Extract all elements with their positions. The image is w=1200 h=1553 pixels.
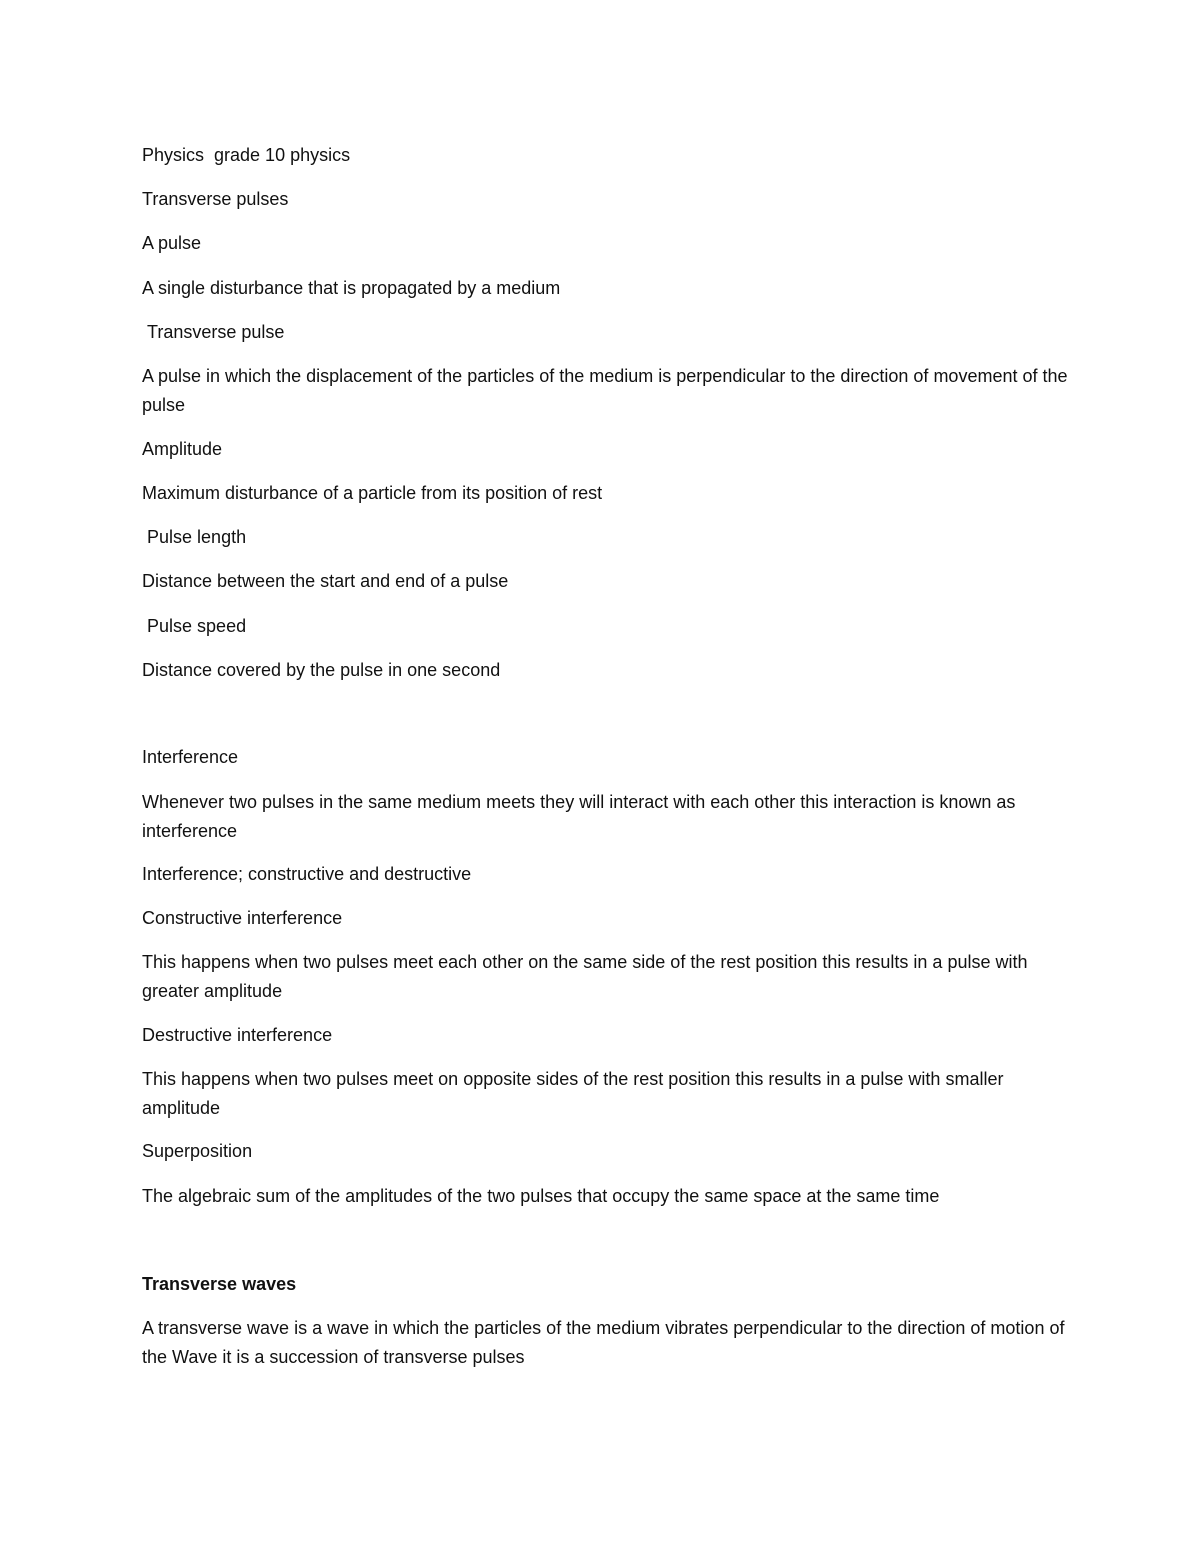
definition-pulse-speed: Distance covered by the pulse in one second xyxy=(142,660,501,680)
definition-destructive-interference: This happens when two pulses meet on opposite sides of the rest position this results in a pulse with smaller amplitude xyxy=(142,1069,1009,1118)
term-superposition: Superposition xyxy=(142,1141,253,1161)
term-amplitude: Amplitude xyxy=(142,439,223,459)
term-transverse-pulse: Transverse pulse xyxy=(142,322,285,342)
definition-interference: Whenever two pulses in the same medium meets they will interact with each other this interaction is known as interference xyxy=(142,792,1021,841)
definition-pulse-length: Distance between the start and end of a pulse xyxy=(142,571,509,591)
definition-constructive-interference: This happens when two pulses meet each other on the same side of the rest position this results in a pulse with greater amplitude xyxy=(142,952,1033,1001)
document-title: Physics grade 10 physics xyxy=(142,145,351,165)
definition-transverse-waves: A transverse wave is a wave in which the particles of the medium vibrates perpendicular to the direction of motion of the Wave it is a succession of transverse pulses xyxy=(142,1318,1070,1367)
definition-superposition: The algebraic sum of the amplitudes of the two pulses that occupy the same space at the same time xyxy=(142,1186,940,1206)
term-pulse-speed: Pulse speed xyxy=(142,616,247,636)
term-destructive-interference: Destructive interference xyxy=(142,1025,333,1045)
heading-transverse-waves: Transverse waves xyxy=(142,1274,297,1294)
interference-types: Interference; constructive and destructive xyxy=(142,864,472,884)
heading-transverse-pulses: Transverse pulses xyxy=(142,189,289,209)
term-a-pulse: A pulse xyxy=(142,233,202,253)
term-pulse-length: Pulse length xyxy=(142,527,247,547)
definition-amplitude: Maximum disturbance of a particle from its position of rest xyxy=(142,483,603,503)
heading-interference: Interference xyxy=(142,747,239,767)
term-constructive-interference: Constructive interference xyxy=(142,908,343,928)
definition-transverse-pulse: A pulse in which the displacement of the particles of the medium is perpendicular to the direction of movement of the pulse xyxy=(142,366,1073,415)
definition-a-pulse: A single disturbance that is propagated by a medium xyxy=(142,278,561,298)
